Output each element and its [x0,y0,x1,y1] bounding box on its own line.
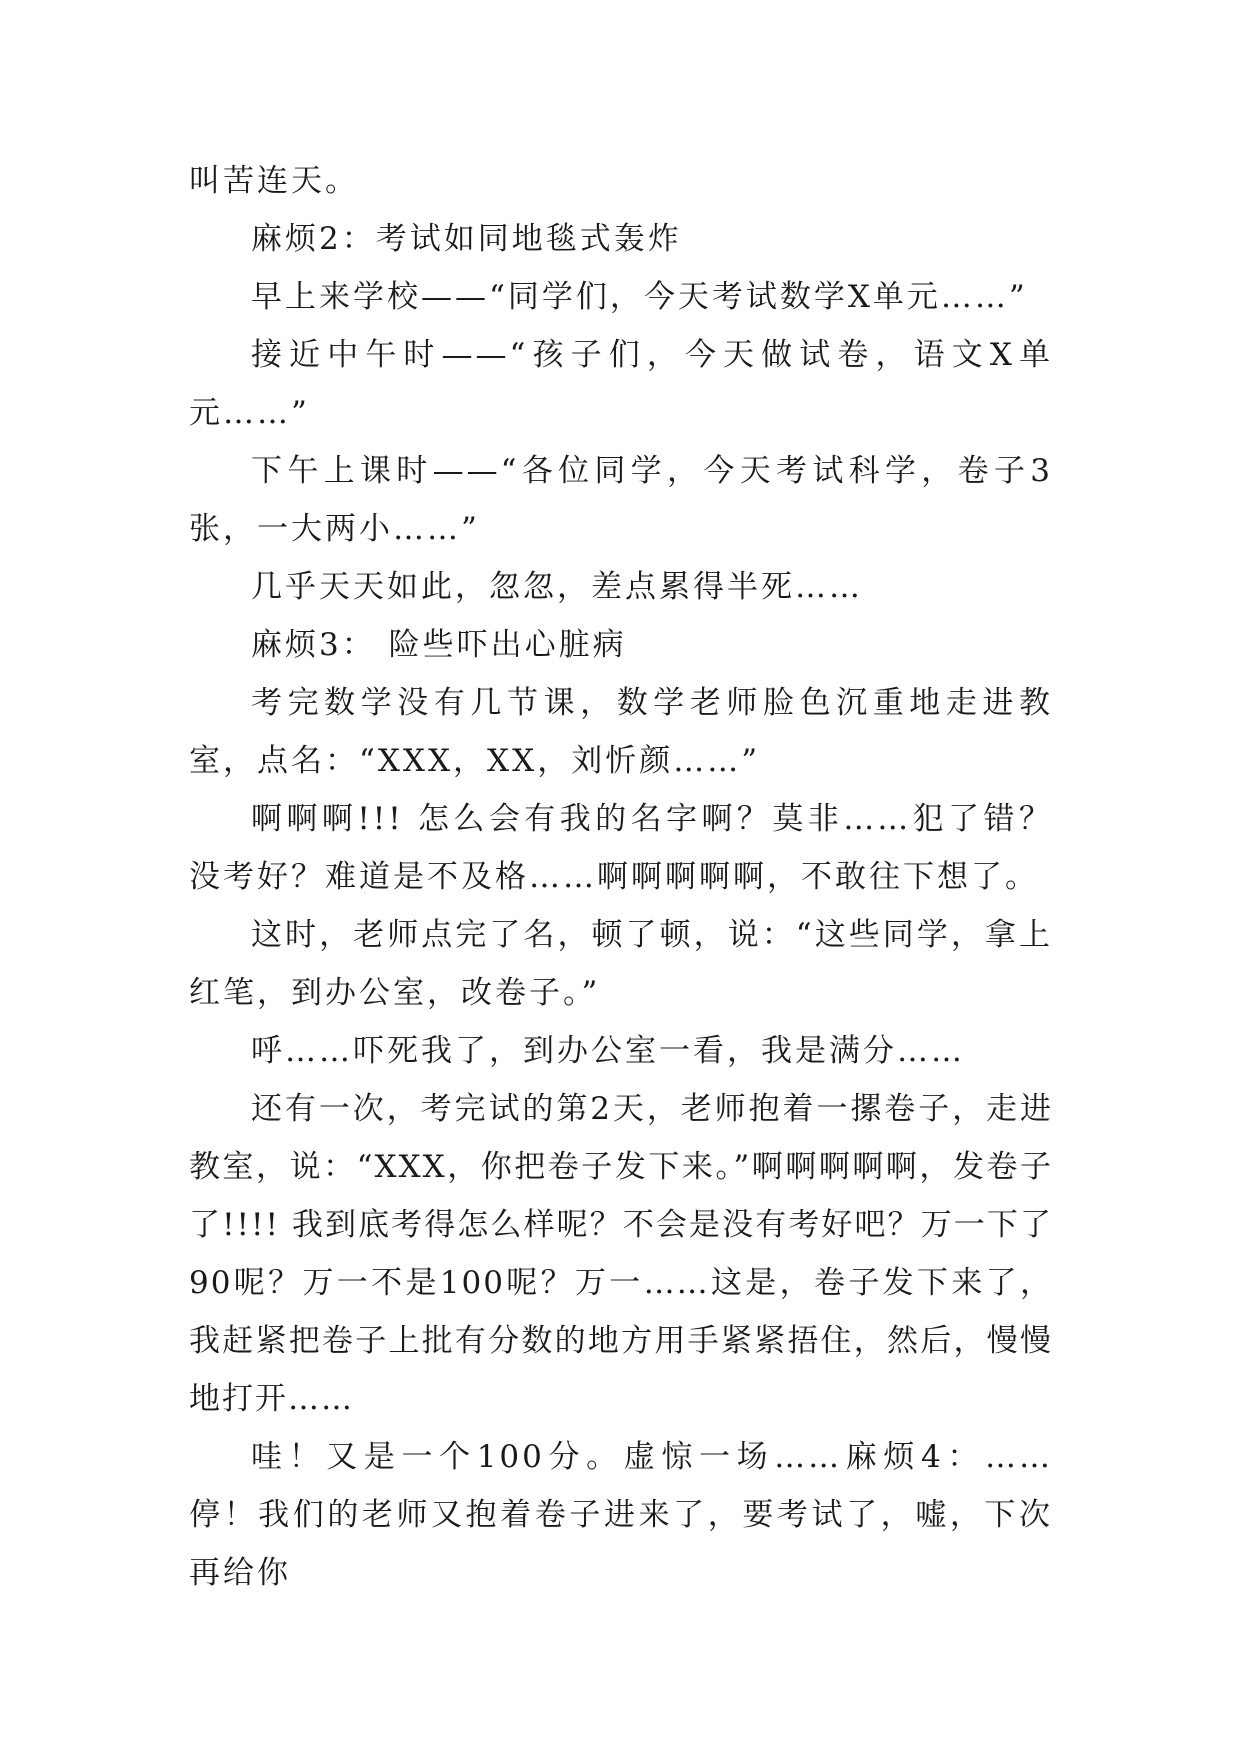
paragraph-another-time: 还有一次，考完试的第2天，老师抱着一摞卷子，走进教室，说：“XXX，你把卷子发下来。”啊啊啊啊啊，发卷子了!!!! 我到底考得怎么样呢？不会是没有考好吧？万一下了90呢？万一不是100呢？万一……这是，卷子发下来了，我赶紧把卷子上批有分数的地方用手紧紧捂住，然后，慢慢地打开…… [189,1091,1053,1417]
paragraph-roll-call: 考完数学没有几节课，数学老师脸色沉重地走进教室，点名：“XXX，XX，刘忻颜……” [189,685,1053,779]
paragraph-continuation: 叫苦连天。 [189,163,359,199]
section-heading-trouble-2: 麻烦2：考试如同地毯式轰炸 [251,221,682,257]
paragraph-afternoon: 下午上课时——“各位同学，今天考试科学，卷子3张，一大两小……” [189,453,1053,547]
paragraph-daily: 几乎天天如此，忽忽，差点累得半死…… [251,569,863,605]
document-body [189,152,1053,1602]
paragraph-relief: 呼……吓死我了，到办公室一看，我是满分…… [251,1033,965,1069]
paragraph-teacher-speaks: 这时，老师点完了名，顿了顿，说：“这些同学，拿上红笔，到办公室，改卷子。” [189,917,1053,1011]
paragraph-noon: 接近中午时——“孩子们，今天做试卷，语文X单元……” [189,337,1053,431]
paragraph-panic: 啊啊啊!!! 怎么会有我的名字啊？莫非……犯了错？没考好？难道是不及格……啊啊啊啊啊，不敢往下想了。 [189,801,1053,895]
paragraph-ending: 哇！又是一个100分。虚惊一场……麻烦4：……停！我们的老师又抱着卷子进来了，要考试了，嘘，下次再给你 [189,1439,1053,1591]
paragraph-morning: 早上来学校——“同学们，今天考试数学X单元……” [251,279,1028,315]
section-heading-trouble-3: 麻烦3： 险些吓出心脏病 [251,627,627,663]
